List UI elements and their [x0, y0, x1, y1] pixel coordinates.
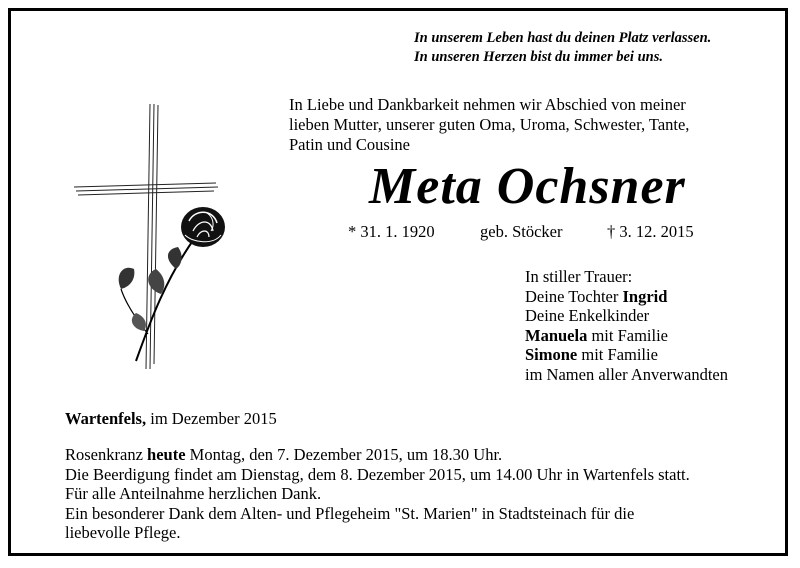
- mourner-grandchildren: Deine Enkelkinder: [525, 306, 650, 325]
- maiden-name: geb. Stöcker: [480, 222, 563, 241]
- special-thanks-note: liebevolle Pflege.: [65, 523, 181, 542]
- mourners-heading: In stiller Trauer:: [525, 267, 633, 286]
- mourner-relatives: im Namen aller Anverwandten: [525, 364, 728, 384]
- rosary-today: heute: [147, 445, 186, 464]
- intro-line: lieben Mutter, unserer guten Oma, Uroma, Schwester, Tante,: [289, 115, 690, 134]
- mourner-name: Manuela: [525, 325, 588, 345]
- service-notes: [65, 445, 785, 543]
- date: im Dezember 2015: [146, 409, 277, 428]
- rosary-label: Rosenkranz: [65, 445, 148, 464]
- intro-line: In Liebe und Dankbarkeit nehmen wir Abschied von meiner: [289, 95, 686, 114]
- life-dates: [348, 222, 768, 244]
- mourner-name: Ingrid: [622, 286, 668, 306]
- mourners: [525, 267, 775, 384]
- thanks-note: Für alle Anteilnahme herzlichen Dank.: [65, 484, 322, 503]
- motto: [414, 29, 774, 67]
- special-thanks-note: Ein besonderer Dank dem Alten- und Pflegeheim "St. Marien" in Stadtsteinach für die: [65, 503, 635, 523]
- cross-with-rose-icon: [66, 99, 241, 379]
- mourner-label: mit Familie: [587, 325, 669, 345]
- mourner-grandchild: [525, 345, 775, 365]
- funeral-note: Die Beerdigung findet am Dienstag, dem 8. Dezember 2015, um 14.00 Uhr in Wartenfels statt.: [65, 464, 690, 484]
- birth-date: * 31. 1. 1920: [348, 222, 435, 241]
- rosary-details: Montag, den 7. Dezember 2015, um 18.30 Uhr.: [185, 445, 503, 464]
- mourner-grandchild: [525, 326, 775, 346]
- deceased-name: Meta Ochsner: [369, 158, 686, 215]
- mourner-label: Deine Tochter: [525, 286, 623, 306]
- motto-line: In unserem Leben hast du deinen Platz verlassen.: [414, 30, 712, 46]
- place: Wartenfels,: [65, 409, 147, 428]
- intro-line: Patin und Cousine: [289, 135, 411, 154]
- mourner-name: Simone: [525, 345, 578, 364]
- death-date: † 3. 12. 2015: [607, 222, 694, 241]
- mourner-daughter: [525, 287, 775, 307]
- place-date: [65, 409, 465, 429]
- rosary-note: [65, 445, 785, 465]
- intro-text: [289, 95, 759, 155]
- obituary-notice: [8, 8, 788, 556]
- mourner-label: mit Familie: [577, 345, 658, 364]
- motto-line: In unseren Herzen bist du immer bei uns.: [414, 49, 663, 65]
